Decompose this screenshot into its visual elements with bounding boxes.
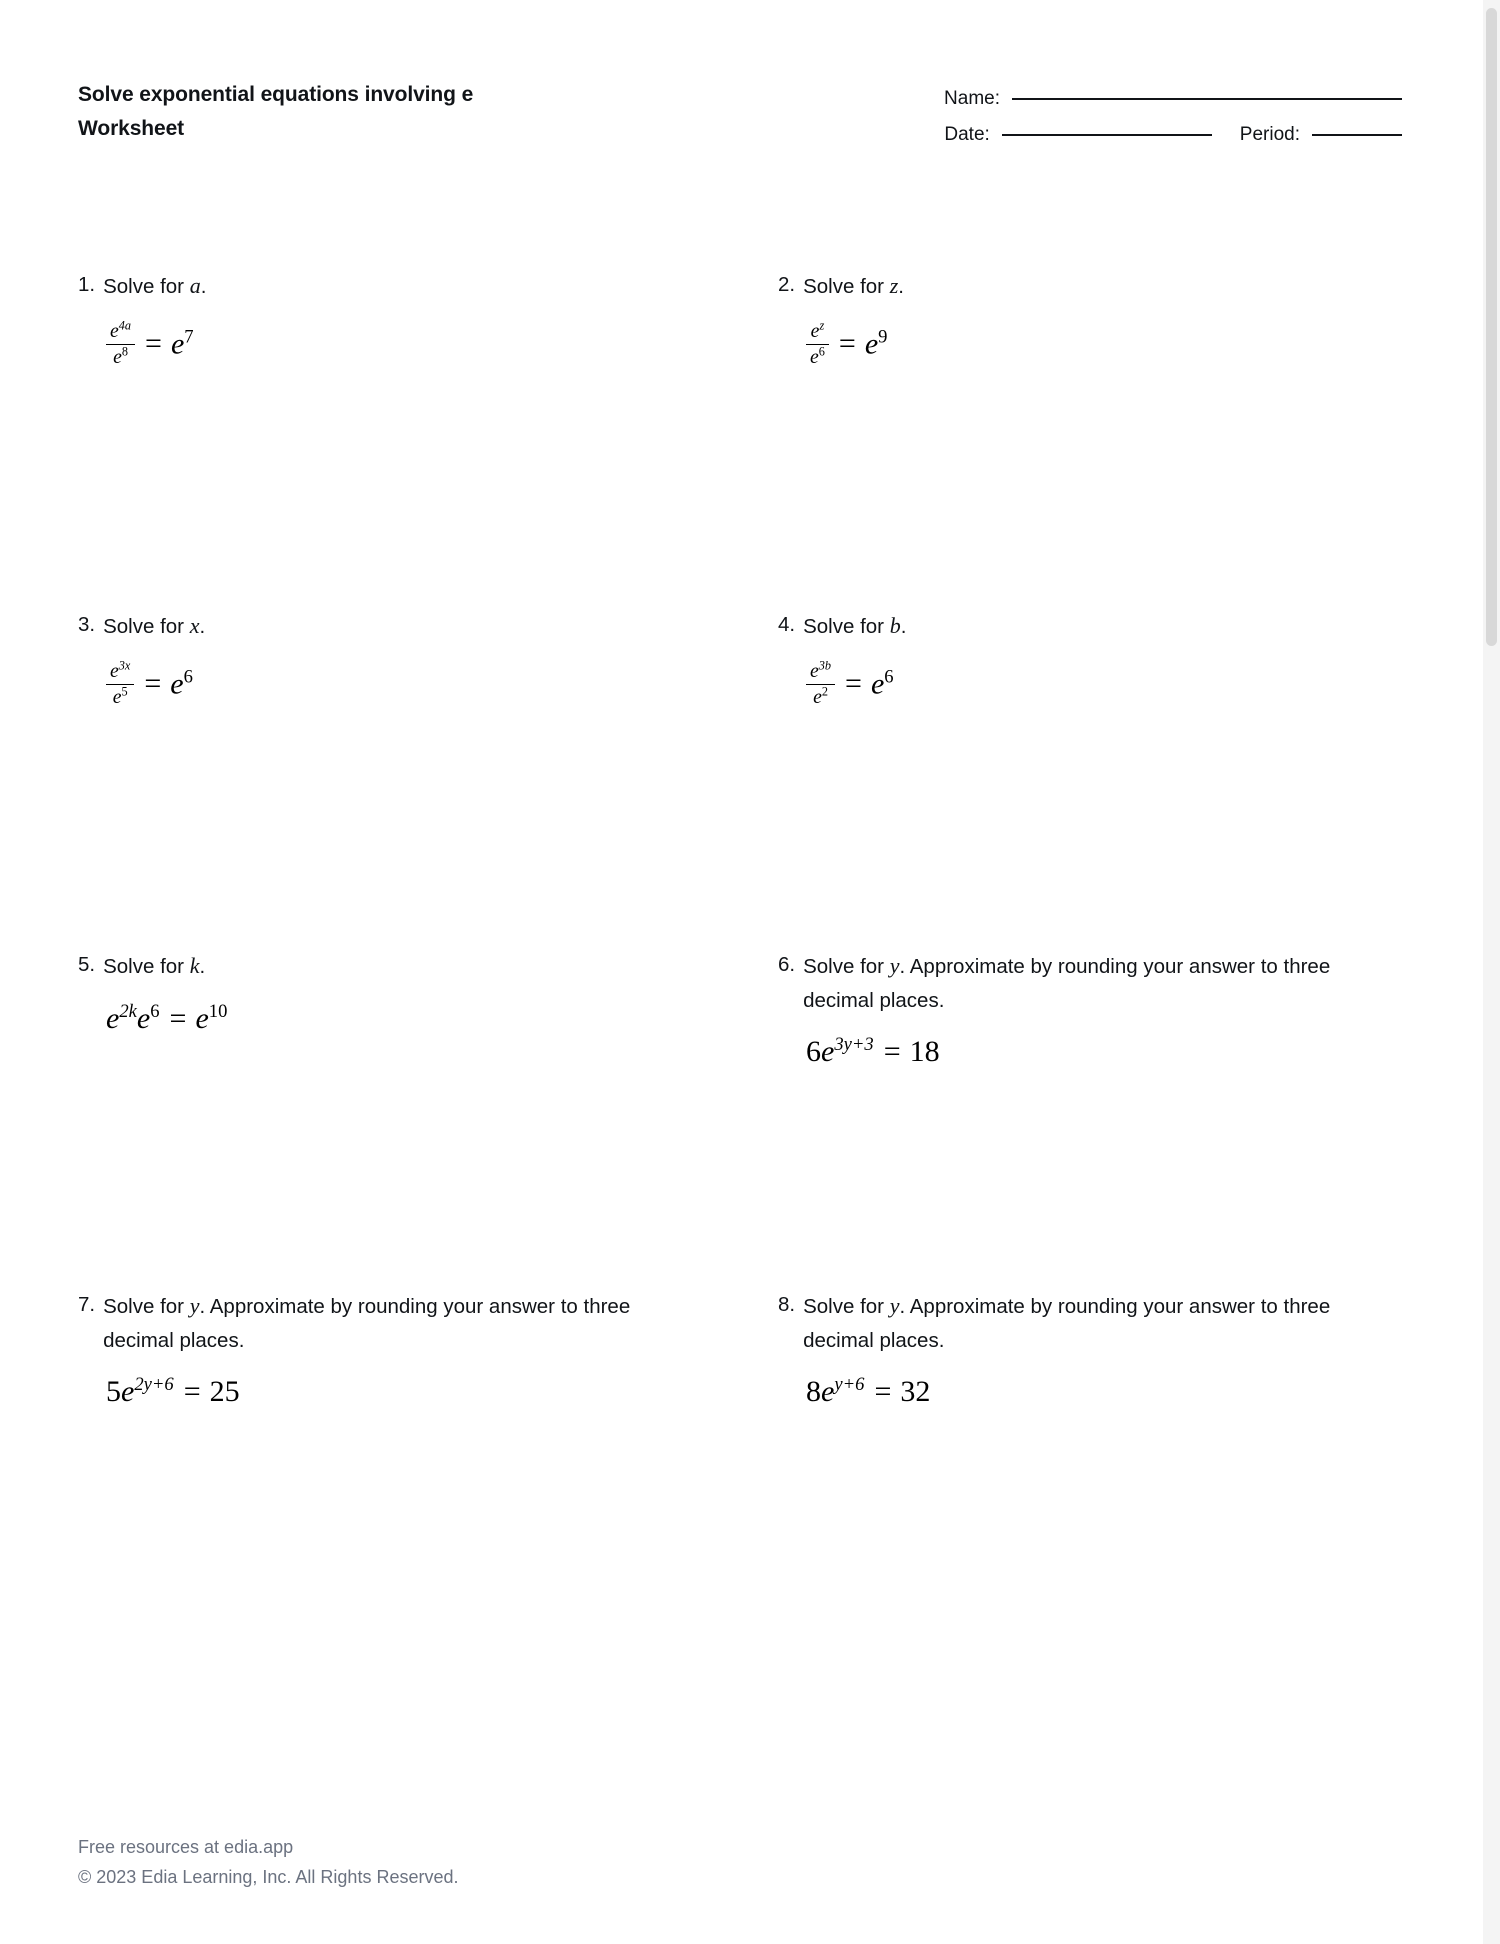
problem-5-f1-exp: 2k [119,1000,137,1022]
student-info-fields [944,88,1402,146]
problem-6-number: 6. [778,953,796,976]
page-title-line-2: Worksheet [78,117,185,141]
problem-3-number: 3. [78,613,96,636]
problem-7-coefficient: 5 [106,1374,121,1408]
problem-3-prompt-prefix: Solve for [103,615,190,638]
problem-1-den-base: e [113,345,122,368]
problem-2-rhs-base: e [864,327,879,361]
problem-7-prompt-suffix: . Approximate by rounding your answer to three decimal places. [103,1295,631,1352]
problem-3 [78,608,778,948]
problem-2-rhs-exp: 9 [878,326,888,348]
problem-5-prompt-prefix: Solve for [103,955,190,978]
problem-6-text [803,948,1343,1017]
name-field-row [944,88,1402,110]
problem-6-coefficient: 6 [806,1034,821,1068]
period-input-line[interactable] [1312,134,1402,136]
problem-4-prompt-prefix: Solve for [803,615,890,638]
problem-4-rhs-base: e [870,667,885,701]
problem-7 [78,1288,778,1628]
problem-1-text [103,268,206,304]
problem-3-den-base: e [112,685,122,708]
problem-4-text [803,608,906,644]
problem-7-equals: = [183,1374,200,1408]
problem-6-variable: y [889,953,900,978]
problem-1-rhs-exp: 7 [184,326,194,348]
problem-4-rhs-exp: 6 [884,666,894,688]
problem-1-equals: = [145,327,161,361]
problem-5-variable: k [189,953,200,978]
name-input-line[interactable] [1012,98,1402,100]
problem-7-prompt [78,1288,778,1357]
problem-8-rhs: 32 [900,1374,931,1408]
date-label: Date: [944,124,990,145]
problem-6-prompt-suffix: . Approximate by rounding your answer to three decimal places. [803,955,1331,1012]
problem-2-num-exp: z [819,318,825,333]
problem-7-number: 7. [78,1293,96,1316]
problem-4-equation [806,658,1402,711]
date-period-field-row [944,124,1402,146]
problem-7-base: e [121,1374,135,1408]
problem-6-prompt [778,948,1402,1017]
name-label: Name: [944,88,1000,109]
problems-grid [78,268,1402,1628]
problem-3-variable: x [189,613,200,638]
problem-8-prompt-suffix: . Approximate by rounding your answer to three decimal places. [803,1295,1331,1352]
problem-1-equation [106,318,778,371]
problem-1-num-base: e [110,319,119,342]
footer-resources-line: Free resources at edia.app [78,1836,294,1857]
problem-7-variable: y [189,1293,200,1318]
problem-2-prompt [778,268,1402,304]
problem-2-variable: z [889,273,899,298]
problem-2-text [803,268,904,304]
problem-2 [778,268,1402,608]
worksheet-footer [78,1832,458,1892]
problem-4-num-base: e [810,659,819,682]
problem-1-fraction [106,320,135,369]
problem-1-prompt-suffix: . [200,275,207,298]
problem-7-prompt-prefix: Solve for [103,1295,190,1318]
problem-2-prompt-prefix: Solve for [803,275,890,298]
problem-4 [778,608,1402,948]
problem-8-variable: y [889,1293,900,1318]
problem-7-text [103,1288,643,1357]
problem-4-variable: b [889,613,901,638]
page-title-line-1: Solve exponential equations involving e [78,83,474,106]
problem-1-number: 1. [78,273,96,296]
problem-3-fraction [106,660,134,709]
problem-8-prompt [778,1288,1402,1357]
problem-5-f2-exp: 6 [150,1000,160,1022]
problem-3-rhs-exp: 6 [183,666,193,688]
problem-4-number: 4. [778,613,796,636]
problem-5-prompt-suffix: . [199,955,206,978]
problem-8-equation [806,1375,1402,1409]
period-label: Period: [1239,124,1300,145]
problem-2-den-exp: 6 [818,344,825,359]
page-title [78,78,473,146]
problem-8-number: 8. [778,1293,796,1316]
problem-6-rhs: 18 [909,1034,940,1068]
problem-2-equals: = [838,327,855,361]
problem-5-f2-base: e [136,1001,151,1035]
problem-4-fraction [806,660,835,709]
problem-4-den-base: e [813,685,822,708]
problem-5-rhs-base: e [195,1001,209,1035]
problem-5-prompt [78,948,778,984]
problem-3-prompt-suffix: . [199,615,206,638]
problem-5-f1-base: e [106,1001,120,1035]
problem-6 [778,948,1402,1288]
problem-1-prompt-prefix: Solve for [103,275,190,298]
problem-2-equation [806,318,1402,371]
problem-1 [78,268,778,608]
problem-8-exponent: y+6 [834,1373,865,1395]
problem-1-variable: a [189,273,201,298]
problem-3-rhs-base: e [170,667,184,701]
problem-3-den-exp: 5 [121,684,128,699]
problem-4-den-exp: 2 [821,684,828,699]
problem-4-num-exp: 3b [818,658,832,673]
problem-4-prompt-suffix: . [900,615,907,638]
problem-6-exponent: 3y+3 [834,1033,874,1055]
problem-2-prompt-suffix: . [898,275,904,298]
problem-7-exponent: 2y+6 [134,1373,174,1395]
footer-copyright-line: © 2023 Edia Learning, Inc. All Rights Reserved. [78,1866,459,1887]
problem-6-equation [806,1035,1402,1069]
problem-1-prompt [78,268,778,304]
problem-1-num-exp: 4a [118,318,132,333]
problem-5 [78,948,778,1288]
problem-3-text [103,608,205,644]
problem-5-number: 5. [78,953,96,976]
problem-5-text [103,948,205,984]
problem-4-equals: = [845,667,861,701]
date-input-line[interactable] [1002,134,1212,136]
problem-8-text [803,1288,1343,1357]
vertical-scrollbar-track[interactable] [1483,0,1500,1944]
problem-8-prompt-prefix: Solve for [803,1295,890,1318]
problem-6-equals: = [883,1034,900,1068]
problem-4-prompt [778,608,1402,644]
problem-8 [778,1288,1402,1628]
problem-3-prompt [78,608,778,644]
problem-5-equation [106,1002,778,1036]
problem-2-fraction [806,320,829,369]
problem-1-rhs-base: e [170,327,185,361]
problem-6-prompt-prefix: Solve for [803,955,890,978]
problem-5-equals: = [169,1001,186,1035]
problem-3-num-exp: 3x [118,658,131,673]
problem-8-equals: = [874,1374,891,1408]
problem-2-number: 2. [778,273,796,296]
problem-3-equation [106,658,778,711]
problem-3-equals: = [144,667,161,701]
vertical-scrollbar-thumb[interactable] [1486,8,1497,646]
worksheet-header [78,78,1402,146]
problem-7-equation [106,1375,778,1409]
problem-2-den-base: e [810,345,819,368]
problem-1-den-exp: 8 [121,344,128,359]
problem-5-rhs-exp: 10 [208,1000,228,1022]
problem-8-base: e [821,1374,835,1408]
problem-8-coefficient: 8 [806,1374,821,1408]
problem-7-rhs: 25 [209,1374,240,1408]
problem-3-num-base: e [110,659,119,682]
problem-6-base: e [821,1034,835,1068]
problem-2-num-base: e [810,319,820,342]
